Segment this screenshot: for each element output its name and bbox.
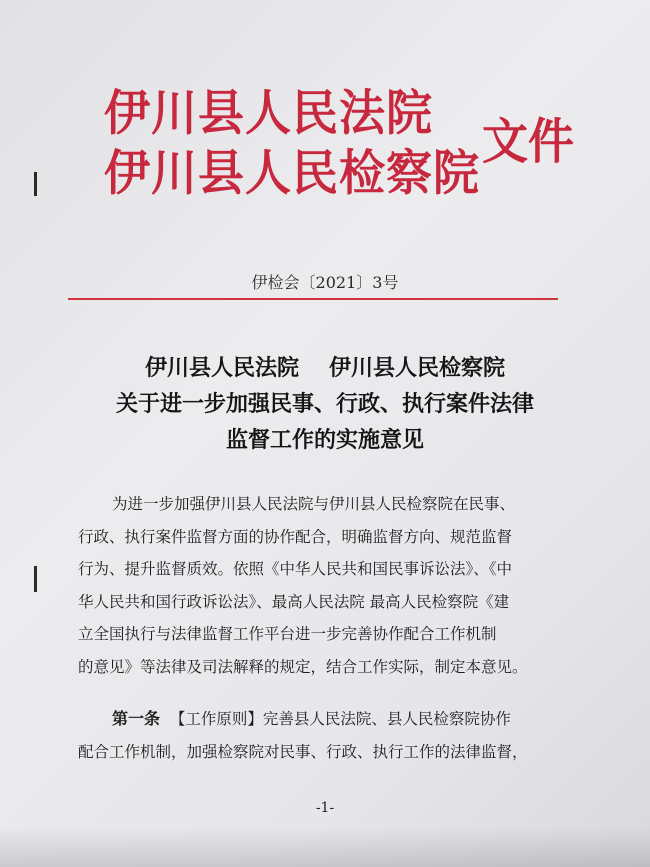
- title-line-1: 伊川县人民法院 伊川县人民检察院: [144, 355, 506, 381]
- title-line-3: 监督工作的实施意见: [225, 427, 424, 453]
- article-heading: 第一条: [112, 709, 161, 728]
- text-line: 华人民共和国行政诉讼法》、最高人民法院 最高人民检察院《建: [78, 592, 510, 611]
- text-line: 行为、提升监督质效。依照《中华人民共和国民事诉讼法》、《中: [78, 560, 513, 578]
- red-header: [104, 75, 584, 205]
- text-line: 配合工作机制，加强检察院对民事、行政、执行工作的法律监督，: [78, 742, 528, 761]
- red-separator-line: [68, 298, 558, 300]
- title-line-2: 关于进一步加强民事、行政、执行案件法律: [115, 391, 534, 417]
- text-line: 行政、执行案件监督方面的协作配合，明确监督方向、规范监督: [78, 527, 513, 546]
- text-line: 第一条 【工作原则】完善县人民法院、县人民检察院协作: [112, 709, 511, 728]
- document-title: [0, 350, 650, 458]
- article-1-paragraph: [78, 703, 598, 768]
- photo-shadow: [0, 827, 650, 867]
- binding-mark-top: [34, 172, 37, 196]
- header-document-word: 文件: [482, 112, 574, 170]
- header-court-name: 伊川县人民法院: [104, 84, 433, 142]
- preamble-paragraph: [78, 488, 598, 683]
- header-procuratorate-name: 伊川县人民检察院: [104, 144, 480, 202]
- text-line: 的意见》等法律及司法解释的规定，结合工作实际，制定本意见。: [78, 657, 528, 676]
- page-number: -1-: [315, 800, 335, 816]
- document-number: 伊检会〔2021〕3号: [251, 273, 399, 292]
- binding-mark-bottom: [34, 566, 37, 592]
- text-line: 为进一步加强伊川县人民法院与伊川县人民检察院在民事、: [112, 495, 516, 513]
- text-line: 立全国执行与法律监督工作平台进一步完善协作配合工作机制: [78, 625, 497, 643]
